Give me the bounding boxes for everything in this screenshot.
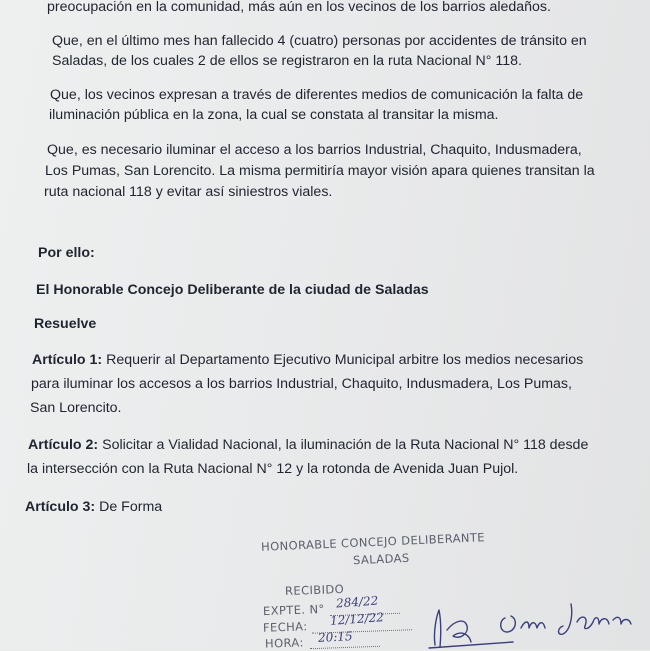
article-2-label: Artículo 2: <box>28 437 99 453</box>
stamp-hora-dotline <box>310 646 380 649</box>
stamp-hora-label: HORA: <box>264 635 304 651</box>
stamp-expte-value: 284/22 <box>335 593 379 611</box>
stamp-fecha-value: 12/12/22 <box>329 610 385 628</box>
article-1-text-1: Requerir al Departamento Ejecutivo Municipal arbitre los medios necesarios <box>106 352 584 368</box>
article-1-label: Artículo 1: <box>32 352 103 368</box>
council-heading: El Honorable Concejo Deliberante de la ciudad de Saladas <box>36 282 429 298</box>
resuelve-heading: Resuelve <box>34 316 97 332</box>
stamp-fecha-label: FECHA: <box>262 619 308 635</box>
intro-line-6: Que, es necesario iluminar el acceso a los barrios Industrial, Chaquito, Indusmadera, <box>47 142 582 158</box>
intro-line-1: preocupación en la comunidad, más aún en los vecinos de los barrios aledaños. <box>47 0 551 15</box>
article-3-text-1: De Forma <box>99 499 163 515</box>
intro-line-3: Saladas, de los cuales 2 de ellos se registraron en la ruta Nacional N° 118. <box>52 53 522 69</box>
signature-scribble <box>425 590 650 650</box>
stamp-council-line: HONORABLE CONCEJO DELIBERANTE <box>260 530 486 554</box>
intro-line-4: Que, los vecinos expresan a través de diferentes medios de comunicación la falta de <box>50 87 584 103</box>
stamp-recibido: RECIBIDO <box>284 581 345 599</box>
intro-line-8: ruta nacional 118 y evitar así siniestros viales. <box>44 184 333 200</box>
por-ello-heading: Por ello: <box>38 245 95 261</box>
article-3-label: Artículo 3: <box>25 499 96 515</box>
stamp-expte-label: EXPTE. N° <box>262 601 325 619</box>
intro-line-7: Los Pumas, San Lorencito. La misma permitiría mayor visión apara quienes transitan la <box>45 163 595 179</box>
article-2-text-1: Solicitar a Vialidad Nacional, la iluminación de la Ruta Nacional N° 118 desde <box>102 437 589 453</box>
intro-line-2: Que, en el último mes han fallecido 4 (cuatro) personas por accidentes de tránsito en <box>52 33 587 49</box>
stamp-saladas-line: SALADAS <box>352 550 410 568</box>
article-1-line-2: para iluminar los accesos a los barrios Industrial, Chaquito, Indusmadera, Los Pumas, <box>31 376 572 392</box>
article-2-line-1 <box>28 436 588 454</box>
stamp-hora-value: 20:15 <box>317 629 353 645</box>
article-3-line-1 <box>25 498 162 516</box>
article-2-line-2: la intersección con la Ruta Nacional N° 12 y la rotonda de Avenida Juan Pujol. <box>27 461 519 477</box>
article-1-line-1 <box>32 351 583 369</box>
article-1-line-3: San Lorencito. <box>30 400 122 416</box>
intro-line-5: iluminación pública en la zona, la cual se constata al transitar la misma. <box>49 107 499 123</box>
